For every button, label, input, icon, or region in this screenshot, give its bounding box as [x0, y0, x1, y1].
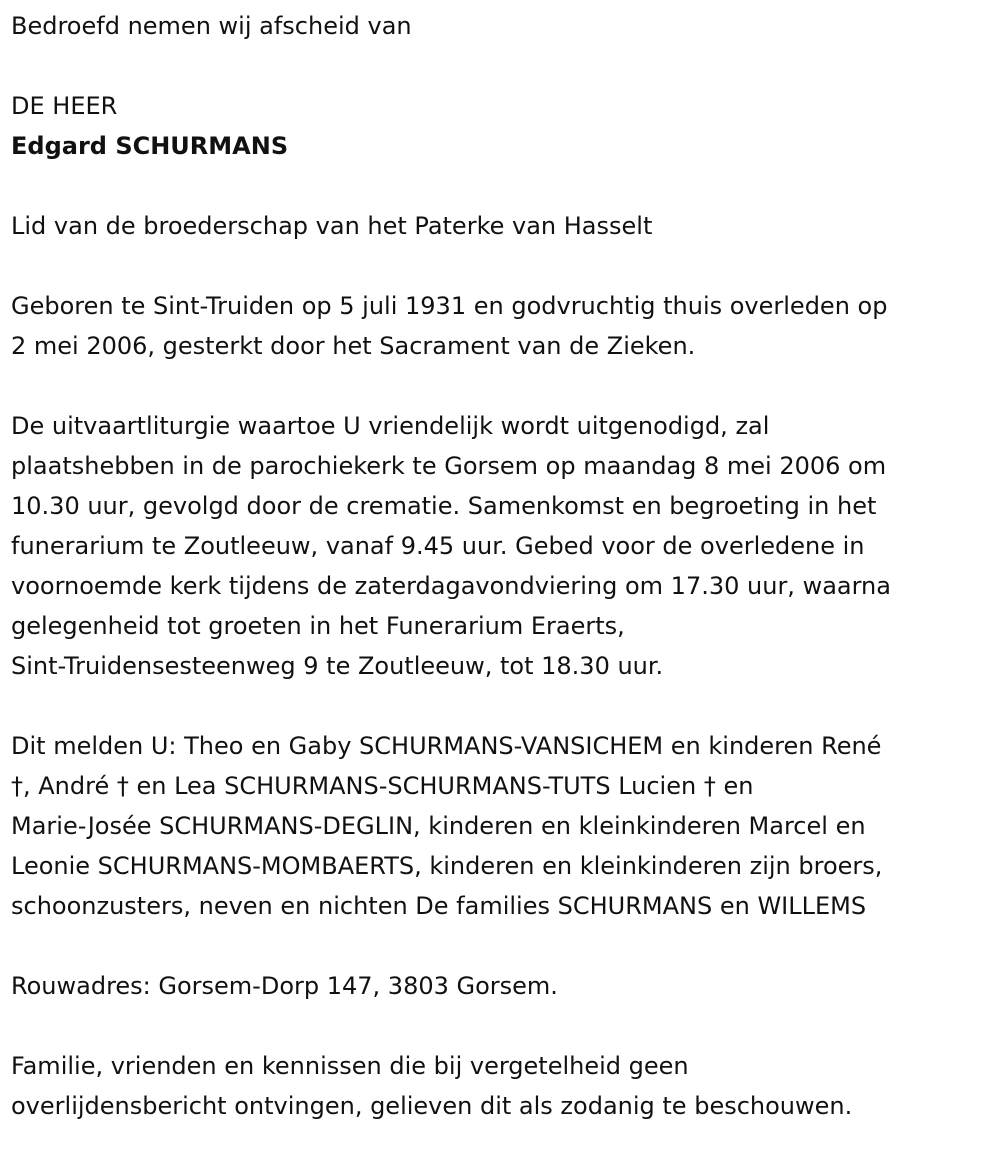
deceased-name: Edgard SCHURMANS	[11, 132, 289, 160]
paragraph-line: De uitvaartliturgie waartoe U vriendelijk wordt uitgenodigd, zal	[11, 412, 770, 440]
obituary-notice	[11, 6, 991, 1126]
spacer	[11, 246, 991, 286]
paragraph-line: voornoemde kerk tijdens de zaterdagavondviering om 17.30 uur, waarna	[11, 572, 891, 600]
honorific: DE HEER	[11, 92, 118, 120]
spacer	[11, 686, 991, 726]
spacer	[11, 926, 991, 966]
paragraph-line: Geboren te Sint-Truiden op 5 juli 1931 en godvruchtig thuis overleden op	[11, 292, 888, 320]
paragraph-line: 2 mei 2006, gesterkt door het Sacrament van de Zieken.	[11, 332, 696, 360]
spacer	[11, 166, 991, 206]
membership-text: Lid van de broederschap van het Paterke van Hasselt	[11, 212, 653, 240]
closing-paragraph	[11, 1046, 991, 1126]
paragraph-line: †, André † en Lea SCHURMANS-SCHURMANS-TUTS Lucien † en	[11, 772, 754, 800]
spacer	[11, 1006, 991, 1046]
paragraph-line: Familie, vrienden en kennissen die bij vergetelheid geen	[11, 1052, 689, 1080]
paragraph-line: Dit melden U: Theo en Gaby SCHURMANS-VANSICHEM en kinderen René	[11, 732, 882, 760]
paragraph-line: Leonie SCHURMANS-MOMBAERTS, kinderen en kleinkinderen zijn broers,	[11, 852, 883, 880]
spacer	[11, 46, 991, 86]
mourning-address: Rouwadres: Gorsem-Dorp 147, 3803 Gorsem.	[11, 972, 558, 1000]
funeral-paragraph	[11, 406, 991, 686]
paragraph-line: overlijdensbericht ontvingen, gelieven dit als zodanig te beschouwen.	[11, 1092, 853, 1120]
paragraph-line: schoonzusters, neven en nichten De families SCHURMANS en WILLEMS	[11, 892, 867, 920]
paragraph-line: gelegenheid tot groeten in het Funerarium Eraerts,	[11, 612, 625, 640]
paragraph-line: plaatshebben in de parochiekerk te Gorsem op maandag 8 mei 2006 om	[11, 452, 887, 480]
paragraph-line: 10.30 uur, gevolgd door de crematie. Samenkomst en begroeting in het	[11, 492, 877, 520]
intro-text: Bedroefd nemen wij afscheid van	[11, 12, 412, 40]
paragraph-line: Marie-Josée SCHURMANS-DEGLIN, kinderen en kleinkinderen Marcel en	[11, 812, 866, 840]
family-paragraph	[11, 726, 991, 926]
paragraph-line: Sint-Truidensesteenweg 9 te Zoutleeuw, tot 18.30 uur.	[11, 652, 664, 680]
paragraph-line: funerarium te Zoutleeuw, vanaf 9.45 uur. Gebed voor de overledene in	[11, 532, 865, 560]
spacer	[11, 366, 991, 406]
birth-paragraph	[11, 286, 991, 366]
